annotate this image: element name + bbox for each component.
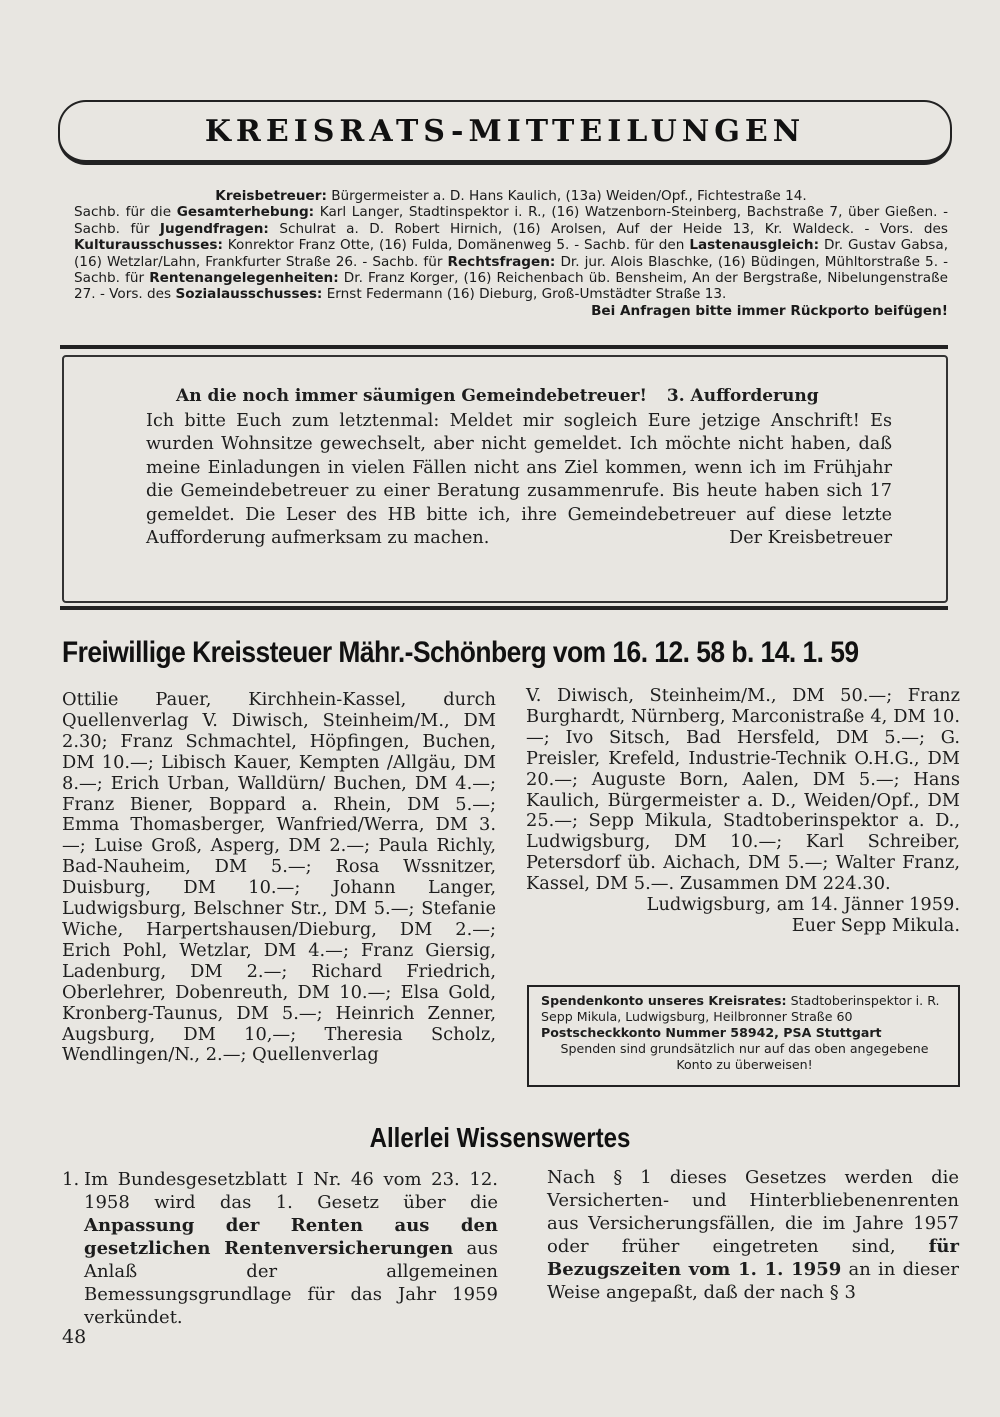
appeal-heading-text: An die noch immer säumigen Gemeindebetreuer! — [176, 386, 647, 406]
dateline: Ludwigsburg, am 14. Jänner 1959. — [646, 894, 960, 916]
label-jugendfragen: Jugendfragen: — [159, 220, 269, 237]
text-rentenangelegenheiten: Dr. Franz Korger, (16) Reichenbach üb. Bensheim, An der Bergstraße, Nibelungenstraße 27. - Vors. des — [74, 270, 949, 303]
page-title: KREISRATS-MITTEILUNGEN — [204, 114, 806, 149]
appeal-body — [146, 410, 892, 550]
label-rentenangelegenheiten: Rentenangelegenheiten: — [149, 270, 339, 287]
text-gesamterhebung: Karl Langer, Stadtinspektor i. R., (16) Watzenborn-Steinberg, Bachstraße 7, über Gießen. - Sachb. für — [74, 204, 948, 237]
divider-bottom — [60, 606, 948, 610]
donor-list-right-text: V. Diwisch, Steinheim/M., DM 50.—; Franz Burghardt, Nürnberg, Marconistraße 4, DM 10.—; Ivo Sitsch, Bad Hersfeld, DM 5.—; G. Preisler, Krefeld, Industrie-Technik O.H.G., DM 20.—; Auguste Born, Aalen, DM 5.—; Hans Kaulich, Bürgermeister a. D., Weiden/Opf., DM 25.—; Sepp Mikula, Stadtoberinspektor a. D., Ludwigsburg, DM 10.—; Karl Schreiber, Petersdorf üb. Aichach, DM 5.—; Walter Franz, Kassel, DM 5.—. Zusammen DM 224.30. — [526, 685, 960, 895]
text-rechtsfragen: Dr. jur. Alois Blaschke, (16) Büdingen, Mühltorstraße 5. - Sachb. für — [74, 253, 948, 287]
appeal-number: 3. Aufforderung — [666, 386, 819, 406]
donor-list-left: Ottilie Pauer, Kirchhein-Kassel, durch Quellenverlag V. Diwisch, Steinheim/M., DM 2.30; Franz Schmachtel, Höpfingen, Buchen, DM 10.—; Libisch Kauer, Kempten /Allgäu, DM 8.—; Erich Urban, Walldürn/ Buchen, DM 4.—; Franz Biener, Boppard a. Rhein, DM 5.—; Emma Thomasberger, Wanfried/Werra, DM 3.—; Luise Groß, Asperg, DM 2.—; Paula Richly, Bad-Nauheim, DM 5.—; Rosa Wssnitzer, Duisburg, DM 10.—; Johann Langer, Ludwigsburg, Belschner Str., DM 5.—; Stefanie Wiche, Harpertshausen/Dieburg, DM 2.—; Erich Pohl, Wetzlar, DM 4.—; Franz Giersig, Ladenburg, DM 2.—; Richard Friedrich, Oberlehrer, Dobenreuth, DM 10.—; Elsa Gold, Kronberg-Taunus, DM 5.—; Heinrich Zenner, Augsburg, DM 10,—; Theresia Scholz, Wendlingen/N., 2.—; Quellenverlag — [62, 689, 496, 1066]
appeal-signature: Der Kreisbetreuer — [729, 528, 892, 549]
signature: Euer Sepp Mikula. — [791, 914, 960, 936]
left-text-b: aus Anlaß der allgemeinen Bemessungsgrundlage für das Jahr 1959 verkündet. — [84, 1238, 498, 1328]
postscheck: Postscheckkonto Nummer 58942, PSA Stuttgart — [541, 1025, 882, 1040]
right-bold: für Bezugszeiten vom 1. 1. 1959 — [547, 1236, 959, 1280]
text-lastenausgleich: Dr. Gustav Gabsa, (16) Wetzlar/Lahn, Frankfurter Straße 26. - Sachb. für — [74, 237, 949, 270]
donor-list-right — [526, 686, 960, 937]
list-item — [62, 1168, 498, 1329]
spendenkonto-note: Spenden sind grundsätzlich nur auf das oben angegebene Konto zu überweisen! — [560, 1041, 929, 1072]
wissenswertes-left — [62, 1168, 498, 1329]
label-kulturausschuss: Kulturausschusses: — [74, 237, 223, 254]
item-number: 1. — [62, 1169, 80, 1190]
wissenswertes-right — [547, 1166, 959, 1304]
right-text-b: an in dieser Weise angepaßt, daß der nach § 3 — [547, 1259, 959, 1303]
appeal-text: Ich bitte Euch zum letztenmal: Meldet mir sogleich Eure jetzige Anschrift! Es wurden Wohnsitze gewechselt, aber nicht gemeldet. Ich möchte nicht haben, daß meine Einladungen in vielen Fällen nicht ans Ziel kommen, wenn ich im Frühjahr die Gemeindebetreuer zu einer Beratung zusammenrufe. Bis heute haben sich 17 gemeldet. Die Leser des HB bitte ich, ihre Gemeindebetreuer auf diese letzte Aufforderung aufmerksam zu machen. — [146, 411, 892, 549]
label-kreisbetreuer: Kreisbetreuer: — [215, 188, 327, 204]
page-number: 48 — [62, 1326, 87, 1348]
text-kulturausschuss: Konrektor Franz Otte, (16) Fulda, Domänenweg 5. - Sachb. für den — [227, 237, 685, 254]
right-text-a: Nach § 1 dieses Gesetzes werden die Versicherten- und Hinterbliebenenrenten aus Versicherungsfällen, die im Jahre 1957 oder früher eingetreten sind, — [547, 1167, 959, 1257]
text-gesamterhebung-prefix: Sachb. für die — [74, 204, 172, 221]
contacts-footer: Bei Anfragen bitte immer Rückporto beifügen! — [591, 302, 948, 319]
spendenkonto-box — [527, 985, 960, 1087]
label-lastenausgleich: Lastenausgleich: — [689, 237, 820, 254]
spendenkonto-label: Spendenkonto unseres Kreisrates: — [541, 993, 787, 1008]
header-banner — [58, 100, 952, 165]
label-gesamterhebung: Gesamterhebung: — [176, 204, 315, 221]
label-sozialausschuss: Sozialausschusses: — [175, 286, 323, 303]
spendenkonto-text: Stadtoberinspektor i. R. Sepp Mikula, Ludwigsburg, Heilbronner Straße 60 — [541, 993, 940, 1024]
text-sozialausschuss: Ernst Federmann (16) Dieburg, Groß-Umstädter Straße 13. — [326, 286, 727, 303]
divider-top — [60, 345, 948, 349]
left-text-a: Im Bundesgesetzblatt I Nr. 46 vom 23. 12. 1958 wird das 1. Gesetz über die — [84, 1169, 498, 1213]
contacts-block — [74, 188, 948, 319]
left-bold: Anpassung der Renten aus den gesetzlichen Rentenversicherungen — [84, 1215, 498, 1259]
kreissteuer-heading: Freiwillige Kreissteuer Mähr.-Schönberg vom 16. 12. 58 b. 14. 1. 59 — [62, 636, 859, 669]
label-rechtsfragen: Rechtsfragen: — [447, 253, 556, 270]
text-jugendfragen: Schulrat a. D. Robert Hirnich, (16) Arolsen, Auf der Heide 13, Kr. Waldeck. - Vors. des — [279, 220, 948, 237]
appeal-heading — [176, 386, 876, 406]
text-kreisbetreuer: Bürgermeister a. D. Hans Kaulich, (13a) Weiden/Opf., Fichtestraße 14. — [331, 188, 807, 204]
wissenswertes-heading: Allerlei Wissenswertes — [369, 1122, 631, 1153]
